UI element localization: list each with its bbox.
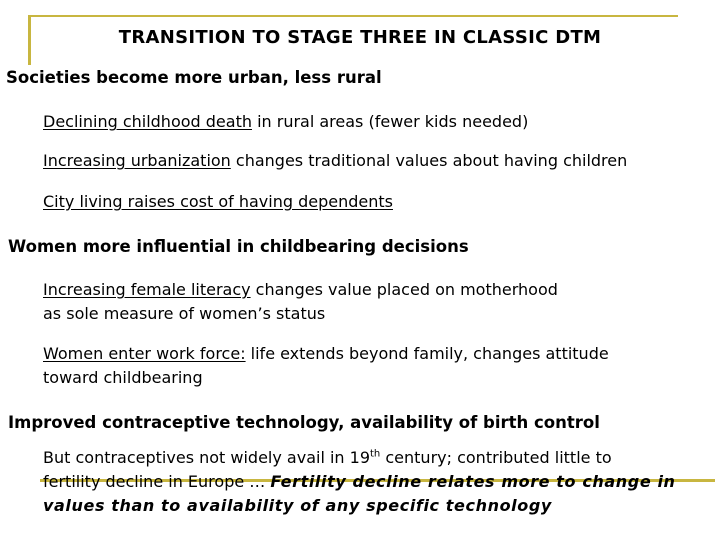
item-line xyxy=(43,278,558,302)
item-text: changes traditional values about having children xyxy=(230,151,628,170)
underlined-key-phrase: Women enter work force: xyxy=(43,344,246,363)
underlined-key-phrase: Increasing urbanization xyxy=(43,151,231,170)
list-item-work-force xyxy=(43,342,609,390)
underlined-key-phrase: Declining childhood death xyxy=(43,112,252,131)
item-line xyxy=(43,342,609,366)
item-text: life extends beyond family, changes attitude xyxy=(245,344,609,363)
title-frame-top-rule xyxy=(28,15,678,17)
emphasized-conclusion-continued: values than to availability of any specific technology xyxy=(43,496,552,515)
list-item-city-living xyxy=(43,190,393,214)
item-line-continued xyxy=(43,470,676,494)
underlined-key-phrase: Increasing female literacy xyxy=(43,280,251,299)
section-heading-urbanization: Societies become more urban, less rural xyxy=(6,68,382,87)
item-text: changes value placed on motherhood xyxy=(250,280,558,299)
section-heading-contraceptive-technology: Improved contraceptive technology, availability of birth control xyxy=(8,413,600,432)
list-item-urbanization xyxy=(43,149,627,173)
list-item-contraceptives xyxy=(43,446,676,518)
item-text: in rural areas (fewer kids needed) xyxy=(251,112,529,131)
item-line-continued: toward childbearing xyxy=(43,368,203,387)
section-heading-women-influence: Women more influential in childbearing decisions xyxy=(8,237,469,256)
item-text: century; contributed little to xyxy=(380,448,612,467)
item-text: But contraceptives not widely avail in 19 xyxy=(43,448,371,467)
superscript-th: th xyxy=(370,448,381,460)
emphasized-conclusion: Fertility decline relates more to change in xyxy=(270,472,676,491)
item-text: fertility decline in Europe … xyxy=(43,472,271,491)
item-line xyxy=(43,446,676,470)
list-item-childhood-death xyxy=(43,110,528,134)
underlined-key-phrase: City living raises cost of having dependents xyxy=(43,192,393,211)
item-line-continued: as sole measure of women’s status xyxy=(43,304,326,323)
list-item-female-literacy xyxy=(43,278,558,326)
slide-title: TRANSITION TO STAGE THREE IN CLASSIC DTM xyxy=(118,27,602,48)
